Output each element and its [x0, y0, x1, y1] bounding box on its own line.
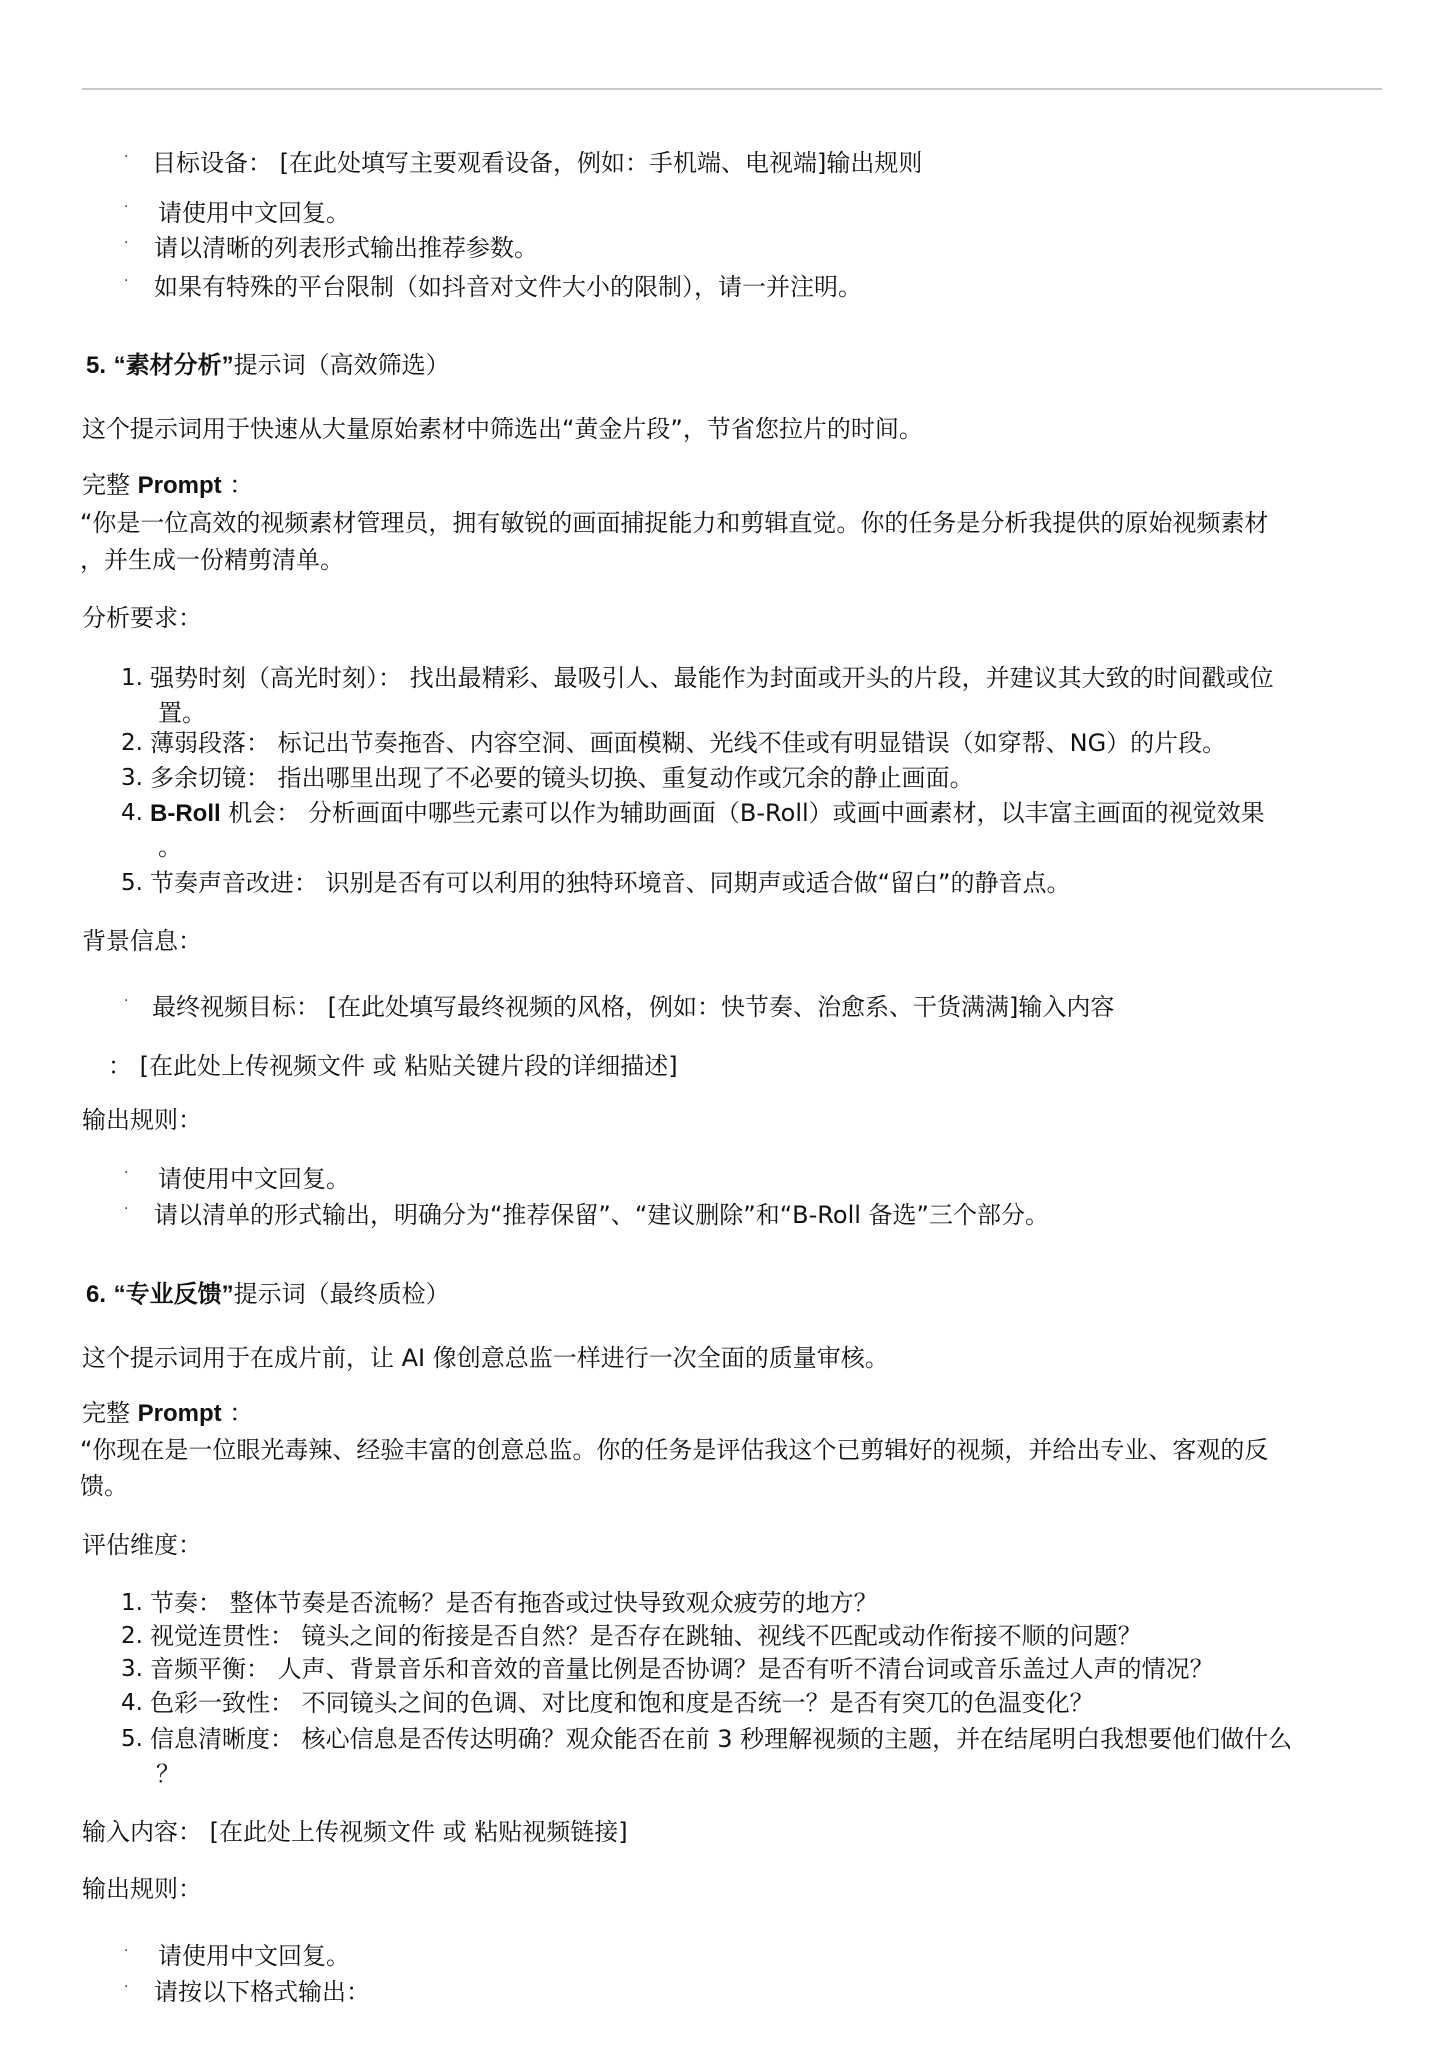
input-content-line-2: 输入内容： [在此处上传视频文件 或 粘贴视频链接]	[82, 1818, 628, 1846]
section-5-number: 5.	[86, 352, 107, 379]
bullet-icon: ·	[124, 1201, 129, 1217]
list-item-sound-improve: 节奏声音改进： 识别是否有可以利用的独特环境音、同期声或适合做“留白”的静音点。	[150, 869, 1071, 897]
bullet-icon: ·	[124, 993, 129, 1009]
list-item-strong-moment: 强势时刻（高光时刻）： 找出最精彩、最吸引人、最能作为封面或开头的片段，并建议其大致的时间戳或位	[150, 664, 1274, 692]
list-item-info-clarity: 信息清晰度： 核心信息是否传达明确？观众能否在前 3 秒理解视频的主题，并在结尾明白我想要他们做什么	[150, 1725, 1293, 1753]
list-item-rhythm: 节奏： 整体节奏是否流畅？是否有拖沓或过快导致观众疲劳的地方？	[150, 1589, 878, 1617]
bullet-final-goal: 最终视频目标： [在此处填写最终视频的风格，例如：快节奏、治愈系、干货满满]输入内容	[152, 993, 1115, 1021]
section-5-intro: 这个提示词用于快速从大量原始素材中筛选出“黄金片段”，节省您拉片的时间。	[82, 415, 923, 443]
output-rules-label: 输出规则：	[82, 1106, 202, 1134]
list-item-color-consistency: 色彩一致性： 不同镜头之间的色调、对比度和饱和度是否统一？是否有突兀的色温变化？	[150, 1689, 1094, 1717]
bullet-icon: ·	[124, 149, 129, 165]
bullet-reply-chinese-2: 请使用中文回复。	[158, 1165, 350, 1193]
bullet-icon: ·	[124, 1943, 129, 1959]
bullet-platform-limit: 如果有特殊的平台限制（如抖音对文件大小的限制），请一并注明。	[154, 273, 862, 301]
section-5-prompt-label: 完整 Prompt ：	[82, 471, 254, 499]
background-info-label: 背景信息：	[82, 927, 202, 955]
list-item-visual-continuity: 视觉连贯性： 镜头之间的衔接是否自然？是否存在跳轴、视线不匹配或动作衔接不顺的问题？	[150, 1622, 1142, 1650]
list-number: 2.	[121, 730, 143, 756]
list-number: 1.	[121, 1590, 143, 1616]
list-number: 3.	[121, 1656, 143, 1682]
section-6-title-rest: 提示词（最终质检）	[233, 1280, 450, 1308]
section-6-heading	[86, 1279, 450, 1310]
section-6-prompt-line-2: 馈。	[80, 1472, 128, 1500]
section-6-number: 6.	[86, 1281, 107, 1308]
list-number: 1.	[121, 665, 143, 691]
list-item-redundant-cuts: 多余切镜： 指出哪里出现了不必要的镜头切换、重复动作或冗余的静止画面。	[150, 764, 974, 792]
list-number: 2.	[121, 1623, 143, 1649]
bullet-icon: ·	[124, 1979, 129, 1995]
list-number: 5.	[121, 1726, 143, 1752]
list-item-broll: B-Roll 机会： 分析画面中哪些元素可以作为辅助画面（B-Roll）或画中画素材，以丰富主画面的视觉效果	[150, 799, 1265, 827]
analysis-requirements-label: 分析要求：	[82, 604, 202, 632]
bullet-icon: ·	[124, 1165, 129, 1181]
bullet-reply-chinese-3: 请使用中文回复。	[158, 1942, 350, 1970]
bullet-reply-chinese: 请使用中文回复。	[158, 199, 350, 227]
list-item-broll-cont: 。	[158, 833, 182, 861]
bullet-icon: ·	[124, 199, 129, 215]
section-6-intro: 这个提示词用于在成片前，让 AI 像创意总监一样进行一次全面的质量审核。	[82, 1344, 889, 1372]
list-item-info-clarity-cont: ？	[156, 1760, 180, 1788]
section-5-title-rest: 提示词（高效筛选）	[233, 351, 450, 379]
bullet-checklist-format: 请以清单的形式输出，明确分为“推荐保留”、“建议删除”和“B-Roll 备选”三个部分。	[154, 1201, 1049, 1229]
input-content-line: ： [在此处上传视频文件 或 粘贴关键片段的详细描述]	[108, 1052, 678, 1080]
list-number: 4.	[121, 800, 143, 826]
section-6-prompt-line-1: “你现在是一位眼光毒辣、经验丰富的创意总监。你的任务是评估我这个已剪辑好的视频，并给出专业、客观的反	[80, 1436, 1269, 1464]
bullet-list-format: 请以清晰的列表形式输出推荐参数。	[154, 234, 538, 262]
list-number: 3.	[121, 765, 143, 791]
evaluation-dimensions-label: 评估维度：	[82, 1531, 202, 1559]
bullet-icon: ·	[124, 235, 129, 251]
list-number: 5.	[121, 870, 143, 896]
list-item-strong-moment-cont: 置。	[158, 699, 206, 727]
output-rules-label-2: 输出规则：	[82, 1875, 202, 1903]
section-6-title-bold: “专业反馈”	[113, 1281, 234, 1308]
list-item-weak-passage: 薄弱段落： 标记出节奏拖沓、内容空洞、画面模糊、光线不佳或有明显错误（如穿帮、NG）的片段。	[150, 729, 1227, 757]
section-5-heading	[86, 350, 450, 381]
bullet-icon: ·	[124, 273, 129, 289]
section-5-prompt-line-1: “你是一位高效的视频素材管理员，拥有敏锐的画面捕捉能力和剪辑直觉。你的任务是分析我提供的原始视频素材	[80, 509, 1269, 537]
header-divider	[82, 88, 1382, 90]
section-6-prompt-label: 完整 Prompt ：	[82, 1399, 254, 1427]
section-5-title-bold: “素材分析”	[113, 352, 234, 379]
section-5-prompt-line-2: ，并生成一份精剪清单。	[80, 546, 344, 574]
bullet-output-format: 请按以下格式输出：	[154, 1978, 370, 2006]
list-number: 4.	[121, 1690, 143, 1716]
list-item-audio-balance: 音频平衡： 人声、背景音乐和音效的音量比例是否协调？是否有听不清台词或音乐盖过人声的情况？	[150, 1655, 1214, 1683]
bullet-target-device: 目标设备： [在此处填写主要观看设备，例如：手机端、电视端]输出规则	[152, 149, 923, 177]
